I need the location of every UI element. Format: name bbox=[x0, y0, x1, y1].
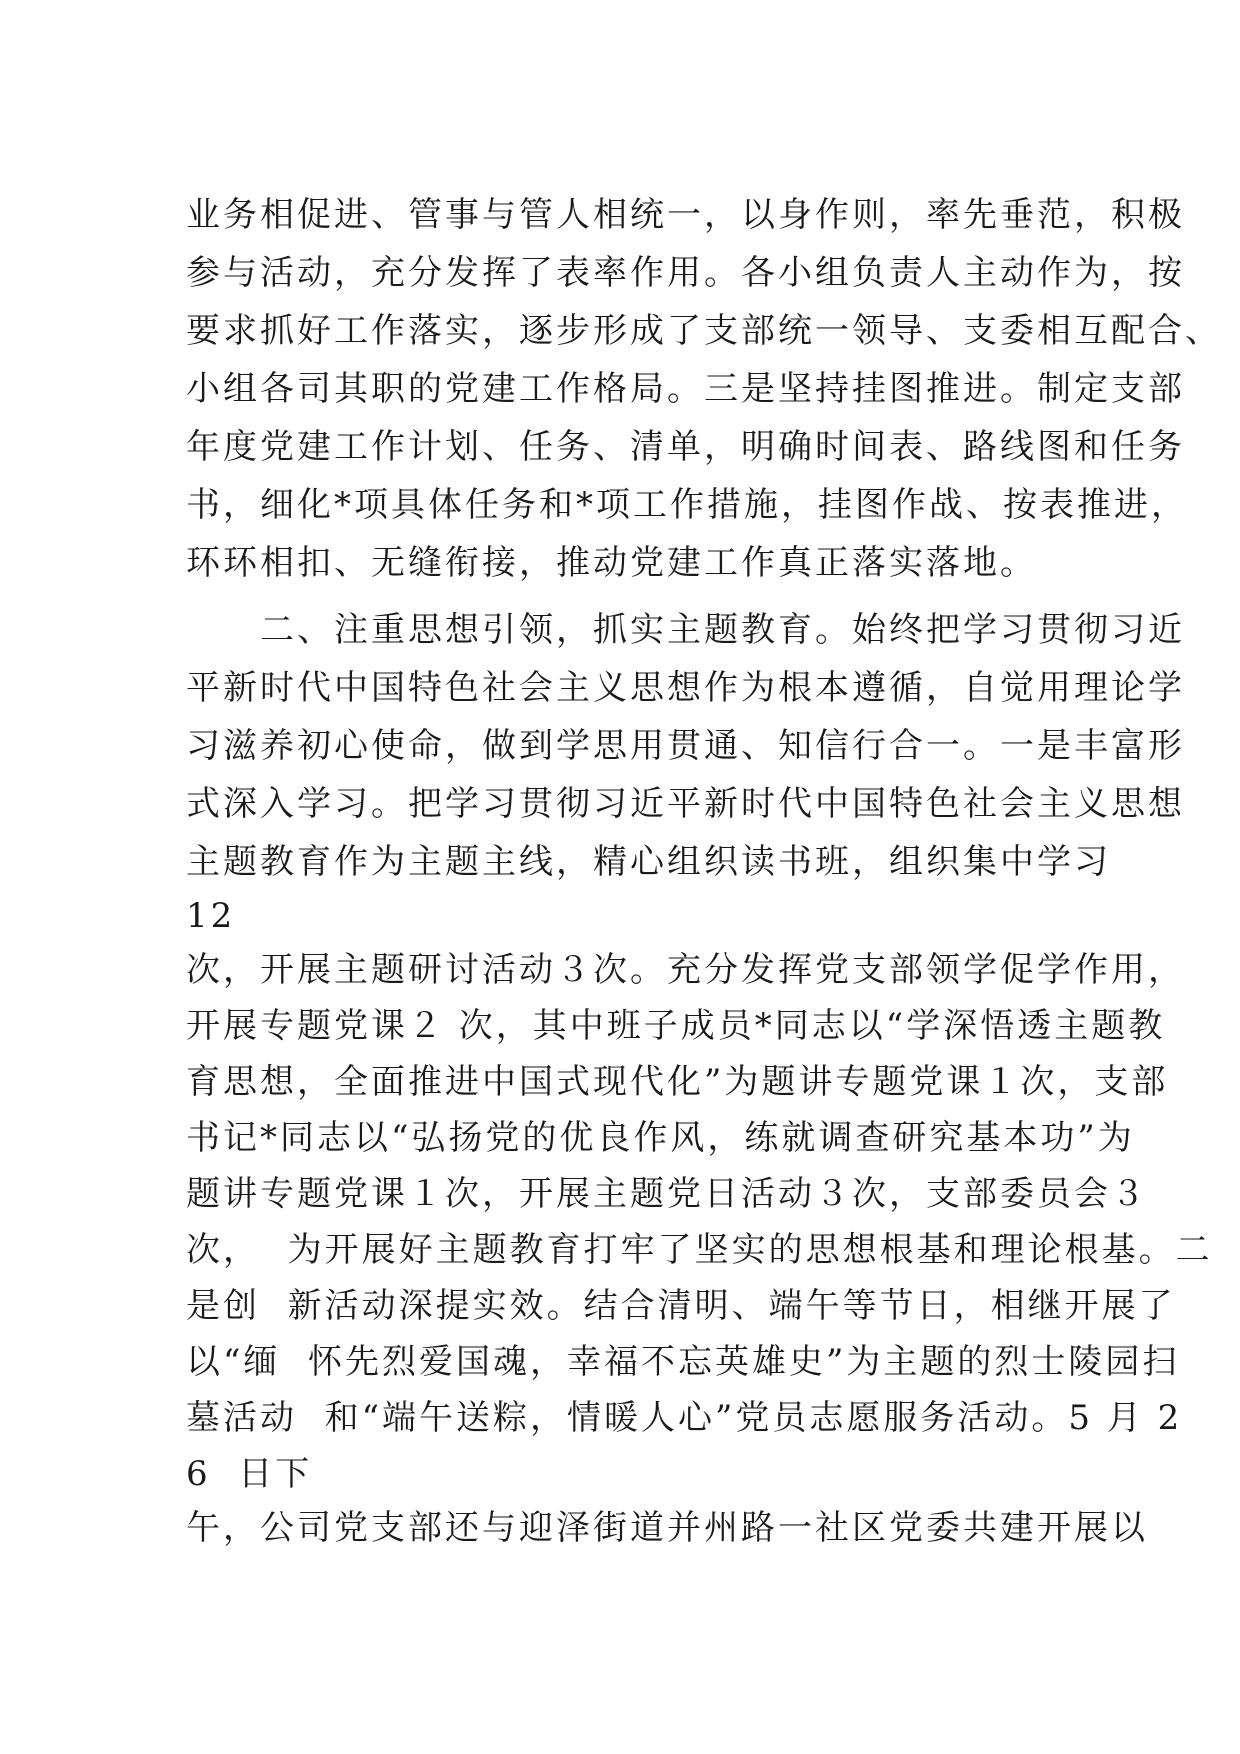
text-line: 午，公司党支部还与迎泽街道并州路一社区党委共建开展以 bbox=[186, 1508, 1148, 1548]
text-line: 6 日下 bbox=[186, 1454, 313, 1494]
text-line: 习滋养初心使命，做到学思用贯通、知信行合一。一是丰富形 bbox=[186, 726, 1185, 766]
text-line: 平新时代中国特色社会主义思想作为根本遵循，自觉用理论学 bbox=[186, 668, 1185, 708]
text-line: 12 bbox=[186, 896, 236, 936]
paragraph-heading-line: 二、注重思想引领，抓实主题教育。始终把学习贯彻习近 bbox=[186, 610, 1185, 650]
text-line: 育思想，全面推进中国式现代化”为题讲专题党课１次，支部 bbox=[186, 1062, 1169, 1102]
text-line: 参与活动，充分发挥了表率作用。各小组负责人主动作为，按 bbox=[186, 253, 1185, 293]
text-line: 开展专题党课２ 次，其中班子成员*同志以“学深悟透主题教 bbox=[186, 1006, 1166, 1046]
text-line: 要求抓好工作落实，逐步形成了支部统一领导、支委相互配合、 bbox=[186, 311, 1222, 351]
text-line: 是创 新活动深提实效。结合清明、端午等节日，相继开展了 bbox=[186, 1286, 1176, 1326]
text-line: 环环相扣、无缝衔接，推动党建工作真正落实落地。 bbox=[186, 543, 1037, 583]
text-line: 次， 为开展好主题教育打牢了坚实的思想根基和理论根基。二 bbox=[186, 1230, 1213, 1270]
text-line: 书记*同志以“弘扬党的优良作风，练就调查研究基本功”为 bbox=[186, 1118, 1135, 1158]
text-line: 业务相促进、管事与管人相统一，以身作则，率先垂范，积极 bbox=[186, 195, 1185, 235]
text-line: 年度党建工作计划、任务、清单，明确时间表、路线图和任务 bbox=[186, 427, 1185, 467]
text-line: 题讲专题党课１次，开展主题党日活动３次，支部委员会３ bbox=[186, 1174, 1148, 1214]
text-line: 小组各司其职的党建工作格局。三是坚持挂图推进。制定支部 bbox=[186, 369, 1185, 409]
text-line: 墓活动 和“端午送粽，情暖人心”党员志愿服务活动。5 月 2 bbox=[186, 1398, 1183, 1438]
text-line: 书，细化*项具体任务和*项工作措施，挂图作战、按表推进， bbox=[186, 485, 1188, 525]
text-line: 以“缅 怀先烈爱国魂，幸福不忘英雄史”为主题的烈士陵园扫 bbox=[186, 1342, 1180, 1382]
text-line: 次，开展主题研讨活动３次。充分发挥党支部领学促学作用， bbox=[186, 950, 1185, 990]
text-line: 主题教育作为主题主线，精心组织读书班，组织集中学习 bbox=[186, 842, 1111, 882]
text-line: 式深入学习。把学习贯彻习近平新时代中国特色社会主义思想 bbox=[186, 784, 1185, 824]
